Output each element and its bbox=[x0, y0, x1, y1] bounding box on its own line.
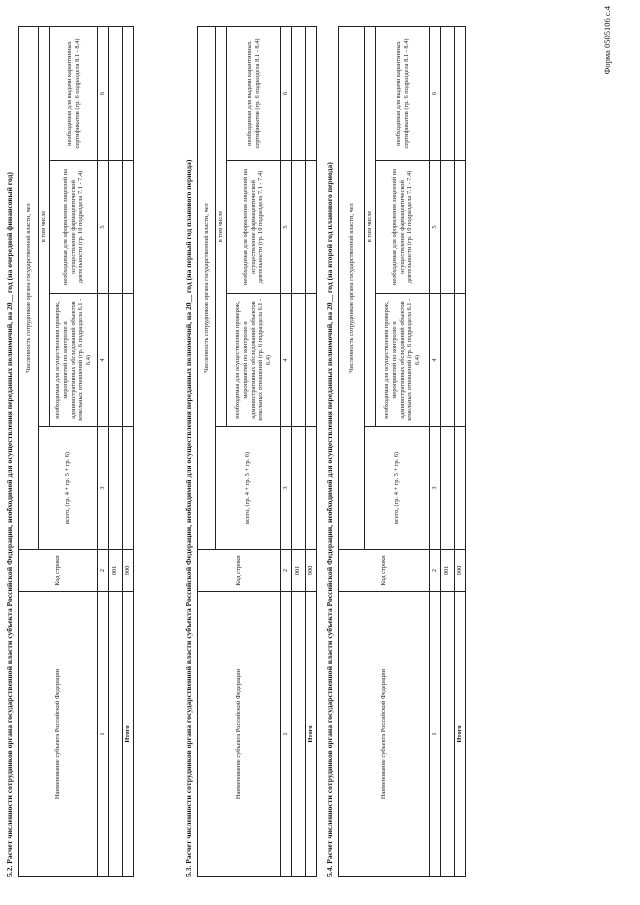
header-col5: необходимая для оформления лицензий на осуществление фармацевтической деятельности (гр. 10 подраздела 7.1 - 7.4) bbox=[376, 161, 430, 294]
subject-name-cell[interactable] bbox=[291, 592, 305, 877]
col4-cell[interactable] bbox=[440, 294, 454, 427]
total-row-label: Итого bbox=[454, 592, 465, 877]
col-number-4: 4 bbox=[430, 294, 441, 427]
total-row-col5-cell[interactable] bbox=[305, 161, 316, 294]
table-5-4 bbox=[338, 26, 466, 877]
header-staff-count: Численность сотрудников органа государственной власти, чел bbox=[339, 26, 365, 549]
row-code-cell: 001 bbox=[291, 550, 305, 592]
col-number-1: 1 bbox=[98, 592, 109, 877]
total-row-label: Итого bbox=[122, 592, 133, 877]
col6-cell[interactable] bbox=[108, 26, 122, 160]
col-number-1: 1 bbox=[430, 592, 441, 877]
col5-cell[interactable] bbox=[291, 161, 305, 294]
section-title-5-2: 5.2. Расчет численности сотрудников органа государственной власти субъекта Российской Федерации, необходимой для осуществления переданных полномочий, на 20__ год (на очередной финансовый год) bbox=[5, 172, 14, 877]
col-number-2: 2 bbox=[281, 550, 292, 592]
header-col6: необходимая для выдачи карантинных сертификатов (гр. 6 подраздела 8.1 - 8.4) bbox=[227, 26, 281, 160]
total-row-col4-cell[interactable] bbox=[305, 294, 316, 427]
total-row-col5-cell[interactable] bbox=[122, 161, 133, 294]
col-number-5: 5 bbox=[98, 161, 109, 294]
col-number-6: 6 bbox=[430, 26, 441, 160]
total-row-col6-cell[interactable] bbox=[305, 26, 316, 160]
section-title-5-3: 5.3. Расчет численности сотрудников органа государственной власти субъекта Российской Федерации, необходимой для осуществления переданных полномочий, на 20__ год (на первый год планового периода) bbox=[184, 159, 193, 877]
total-row bbox=[305, 26, 316, 876]
header-staff-count: Численность сотрудников органа государственной власти, чел bbox=[198, 26, 216, 549]
total-cell[interactable] bbox=[440, 427, 454, 550]
col-number-2: 2 bbox=[430, 550, 441, 592]
col-number-3: 3 bbox=[430, 427, 441, 550]
total-row-total-cell[interactable] bbox=[454, 427, 465, 550]
col-number-4: 4 bbox=[98, 294, 109, 427]
col-number-6: 6 bbox=[281, 26, 292, 160]
header-col6: необходимая для выдачи карантинных сертификатов (гр. 6 подраздела 8.1 - 8.4) bbox=[376, 26, 430, 160]
col-number-5: 5 bbox=[430, 161, 441, 294]
table-row bbox=[291, 26, 305, 876]
col4-cell[interactable] bbox=[108, 294, 122, 427]
total-cell[interactable] bbox=[291, 427, 305, 550]
col-number-1: 1 bbox=[281, 592, 292, 877]
header-row-code: Код строки bbox=[198, 550, 281, 592]
header-subject-name: Наименование субъекта Российской Федерации bbox=[19, 592, 98, 877]
row-code-cell: 001 bbox=[108, 550, 122, 592]
form-code: Форма 0505106 с.4 bbox=[602, 6, 612, 75]
header-col5: необходимая для оформления лицензий на осуществление фармацевтической деятельности (гр. 10 подраздела 7.1 - 7.4) bbox=[227, 161, 281, 294]
total-row-col6-cell[interactable] bbox=[454, 26, 465, 160]
header-row-code: Код строки bbox=[19, 550, 98, 592]
subject-name-cell[interactable] bbox=[440, 592, 454, 877]
total-row bbox=[122, 26, 133, 876]
header-subject-name: Наименование субъекта Российской Федерации bbox=[339, 592, 430, 877]
header-col4: необходимая для осуществления проверок, мероприятий по контролю и административных обследований объектов земельных отношений (гр. 6 подраздела 6.1 - 6.4) bbox=[376, 294, 430, 427]
col-number-4: 4 bbox=[281, 294, 292, 427]
header-col4: необходимая для осуществления проверок, мероприятий по контролю и административных обследований объектов земельных отношений (гр. 6 подраздела 6.1 - 6.4) bbox=[227, 294, 281, 427]
total-cell[interactable] bbox=[108, 427, 122, 550]
total-row-total-cell[interactable] bbox=[122, 427, 133, 550]
header-total: всего, (гр. 4 + гр. 5 + гр. 6) bbox=[365, 427, 430, 550]
section-title-5-4: 5.4. Расчет численности сотрудников органа государственной власти субъекта Российской Федерации, необходимой для осуществления переданных полномочий, на 20__ год (на второй год планового периода) bbox=[325, 162, 334, 877]
total-row-code: 900 bbox=[305, 550, 316, 592]
table-row bbox=[440, 26, 454, 876]
total-row-total-cell[interactable] bbox=[305, 427, 316, 550]
total-row-col6-cell[interactable] bbox=[122, 26, 133, 160]
col-number-3: 3 bbox=[98, 427, 109, 550]
header-in-that: в том числе bbox=[365, 26, 376, 426]
total-row-col4-cell[interactable] bbox=[454, 294, 465, 427]
header-total: всего, (гр. 4 + гр. 5 + гр. 6) bbox=[216, 427, 281, 550]
header-col6: необходимая для выдачи карантинных сертификатов (гр. 6 подраздела 8.1 - 8.4) bbox=[50, 26, 98, 160]
col6-cell[interactable] bbox=[291, 26, 305, 160]
header-subject-name: Наименование субъекта Российской Федерации bbox=[198, 592, 281, 877]
header-in-that: в том числе bbox=[216, 26, 227, 426]
total-row-col5-cell[interactable] bbox=[454, 161, 465, 294]
col5-cell[interactable] bbox=[108, 161, 122, 294]
col5-cell[interactable] bbox=[440, 161, 454, 294]
total-row-code: 900 bbox=[454, 550, 465, 592]
col-number-5: 5 bbox=[281, 161, 292, 294]
col6-cell[interactable] bbox=[440, 26, 454, 160]
total-row-code: 900 bbox=[122, 550, 133, 592]
header-in-that: в том числе bbox=[39, 26, 50, 426]
col-number-3: 3 bbox=[281, 427, 292, 550]
table-5-2 bbox=[18, 26, 134, 877]
total-row-label: Итого bbox=[305, 592, 316, 877]
header-staff-count: Численность сотрудников органа государственной власти, чел bbox=[19, 26, 39, 549]
table-row bbox=[108, 26, 122, 876]
col4-cell[interactable] bbox=[291, 294, 305, 427]
header-col4: необходимая для осуществления проверок, мероприятий по контролю и административных обследований объектов земельных отношений (гр. 6 подраздела 6.1 - 6.4) bbox=[50, 294, 98, 427]
header-row-code: Код строки bbox=[339, 550, 430, 592]
header-col5: необходимая для оформления лицензий на осуществление фармацевтической деятельности (гр. 10 подраздела 7.1 - 7.4) bbox=[50, 161, 98, 294]
total-row-col4-cell[interactable] bbox=[122, 294, 133, 427]
col-number-2: 2 bbox=[98, 550, 109, 592]
subject-name-cell[interactable] bbox=[108, 592, 122, 877]
table-5-3 bbox=[197, 26, 317, 877]
total-row bbox=[454, 26, 465, 876]
col-number-6: 6 bbox=[98, 26, 109, 160]
row-code-cell: 001 bbox=[440, 550, 454, 592]
header-total: всего, (гр. 4 + гр. 5 + гр. 6) bbox=[39, 427, 98, 550]
